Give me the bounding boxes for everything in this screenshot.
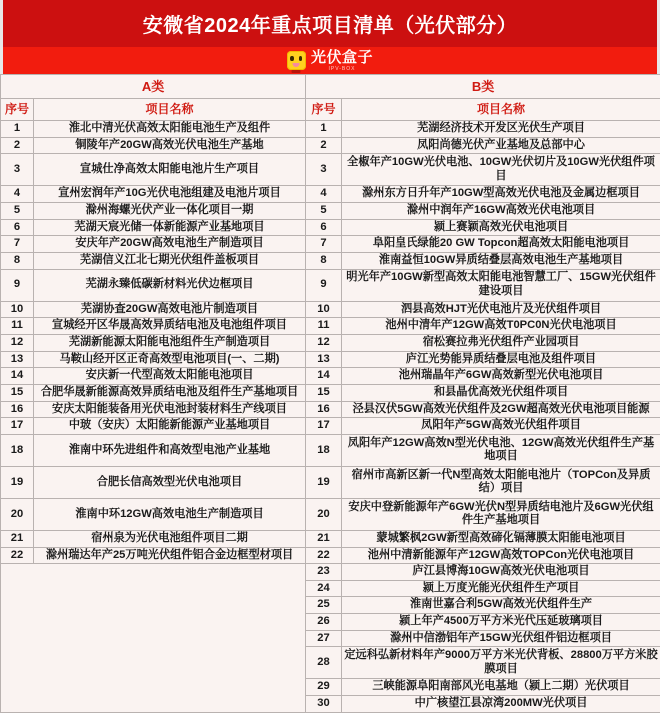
table-row bbox=[1, 252, 660, 269]
table-row bbox=[1, 236, 660, 253]
row-name-a: 滁州海螺光伏产业一体化项目一期 bbox=[34, 202, 306, 219]
row-no-b: 13 bbox=[306, 351, 342, 368]
row-name-b: 凤阳尚德光伏产业基地及总部中心 bbox=[342, 137, 660, 154]
row-no-a: 7 bbox=[1, 236, 34, 253]
table-row bbox=[1, 186, 660, 203]
row-no-a: 12 bbox=[1, 334, 34, 351]
row-no-b: 7 bbox=[306, 236, 342, 253]
row-no-a: 13 bbox=[1, 351, 34, 368]
table-row bbox=[1, 434, 660, 466]
row-no-b: 10 bbox=[306, 301, 342, 318]
row-name-b: 和县晶优高效光伏组件项目 bbox=[342, 384, 660, 401]
row-name-b: 泾县汉伏5GW高效光伏组件及2GW超高效光伏电池项目能源 bbox=[342, 401, 660, 418]
row-name-a: 芜湖天宸光储一体新能源产业基地项目 bbox=[34, 219, 306, 236]
row-no-b: 19 bbox=[306, 466, 342, 498]
row-no-b: 26 bbox=[306, 614, 342, 631]
row-name-b: 滁州中信渤铝年产15GW光伏组件铝边框项目 bbox=[342, 630, 660, 647]
table-row bbox=[1, 564, 660, 581]
row-name-a: 宿州泉为光伏电池组件项目二期 bbox=[34, 530, 306, 547]
page-title: 安微省2024年重点项目清单（光伏部分） bbox=[143, 9, 518, 38]
row-name-a: 铜陵年产20GW高效光伏电池生产基地 bbox=[34, 137, 306, 154]
mascot-base-icon bbox=[292, 70, 301, 73]
row-no-b: 1 bbox=[306, 121, 342, 138]
row-no-b: 20 bbox=[306, 498, 342, 530]
row-no-a: 4 bbox=[1, 186, 34, 203]
col-header-name-a: 项目名称 bbox=[34, 99, 306, 121]
row-name-b: 阜阳皇氏绿能20 GW Topcon超高效太阳能电池项目 bbox=[342, 236, 660, 253]
brand-name: 光伏盒子 bbox=[311, 50, 373, 65]
column-header-row bbox=[1, 99, 660, 121]
row-no-a: 20 bbox=[1, 498, 34, 530]
row-no-b: 29 bbox=[306, 679, 342, 696]
row-no-a: 6 bbox=[1, 219, 34, 236]
row-name-a: 宣城仕净高效太阳能电池片生产项目 bbox=[34, 154, 306, 186]
row-no-b: 24 bbox=[306, 580, 342, 597]
col-header-no-a: 序号 bbox=[1, 99, 34, 121]
col-header-name-b: 项目名称 bbox=[342, 99, 660, 121]
row-name-a: 淮南中环先进组件和高效型电池产业基地 bbox=[34, 434, 306, 466]
table-row bbox=[1, 368, 660, 385]
row-name-b: 宿州市高新区新一代N型高效太阳能电池片（TOPCon及异质结）项目 bbox=[342, 466, 660, 498]
row-no-a: 18 bbox=[1, 434, 34, 466]
row-name-a: 宣州宏润年产10G光伏电池组建及电池片项目 bbox=[34, 186, 306, 203]
row-name-b: 蒙城繁枫2GW新型高效碲化镉薄膜太阳能电池项目 bbox=[342, 530, 660, 547]
row-name-b: 淮南益恒10GW异质结叠层高效电池生产基地项目 bbox=[342, 252, 660, 269]
row-name-b: 庐江光势能异质结叠层电池及组件项目 bbox=[342, 351, 660, 368]
brand-wordmark bbox=[311, 50, 373, 72]
row-name-b: 颍上年产4500万平方米光代压延玻璃项目 bbox=[342, 614, 660, 631]
row-no-a: 17 bbox=[1, 418, 34, 435]
row-name-a: 合肥长信高效型光伏电池项目 bbox=[34, 466, 306, 498]
brand-band bbox=[0, 47, 660, 74]
row-name-b: 池州中清年产12GW高效T0PC0N光伏电池项目 bbox=[342, 318, 660, 335]
row-no-b: 17 bbox=[306, 418, 342, 435]
row-no-a: 8 bbox=[1, 252, 34, 269]
table-row bbox=[1, 466, 660, 498]
row-name-a: 安庆新一代型高效太阳能电池项目 bbox=[34, 368, 306, 385]
table-row bbox=[1, 334, 660, 351]
row-name-a: 芜湖信义江北七期光伏组件盖板项目 bbox=[34, 252, 306, 269]
table-row bbox=[1, 301, 660, 318]
table-body bbox=[1, 121, 660, 713]
row-no-a: 15 bbox=[1, 384, 34, 401]
group-header-row bbox=[1, 75, 660, 99]
row-name-b: 滁州中润年产16GW高效光伏电池项目 bbox=[342, 202, 660, 219]
row-no-b: 21 bbox=[306, 530, 342, 547]
row-name-b: 池州瑞晶年产6GW高效新型光伏电池项目 bbox=[342, 368, 660, 385]
table-head bbox=[1, 75, 660, 121]
row-no-a: 2 bbox=[1, 137, 34, 154]
row-name-a: 合肥华晟新能源高效异质结电池及组件生产基地项目 bbox=[34, 384, 306, 401]
group-a-header: A类 bbox=[1, 75, 306, 99]
row-name-b: 明光年产10GW新型高效太阳能电池智慧工厂、15GW光伏组件建设项目 bbox=[342, 269, 660, 301]
row-no-b: 15 bbox=[306, 384, 342, 401]
row-name-a: 马鞍山经开区正奇高效型电池项目(一、二期) bbox=[34, 351, 306, 368]
row-no-a: 19 bbox=[1, 466, 34, 498]
table-row bbox=[1, 530, 660, 547]
col-header-no-b: 序号 bbox=[306, 99, 342, 121]
row-no-b: 27 bbox=[306, 630, 342, 647]
table-row bbox=[1, 401, 660, 418]
mascot-left-eye-icon bbox=[290, 56, 294, 61]
table-row bbox=[1, 137, 660, 154]
project-table bbox=[0, 74, 660, 713]
row-name-a: 淮南中环12GW高效电池生产制造项目 bbox=[34, 498, 306, 530]
row-no-a: 11 bbox=[1, 318, 34, 335]
row-name-b: 三峡能源阜阳南部风光电基地（颍上二期）光伏项目 bbox=[342, 679, 660, 696]
row-no-a: 9 bbox=[1, 269, 34, 301]
yellow-box-mascot-icon bbox=[287, 51, 306, 70]
row-name-a: 芜湖协查20GW高效电池片制造项目 bbox=[34, 301, 306, 318]
row-no-a: 5 bbox=[1, 202, 34, 219]
row-name-b: 滁州东方日升年产10GW型高效光伏电池及金属边框项目 bbox=[342, 186, 660, 203]
row-no-b: 23 bbox=[306, 564, 342, 581]
row-name-a: 安庆太阳能装备用光伏电池封装材料生产线项目 bbox=[34, 401, 306, 418]
row-no-b: 2 bbox=[306, 137, 342, 154]
row-no-a: 21 bbox=[1, 530, 34, 547]
brand-subtitle: IPV-BOX bbox=[328, 67, 355, 72]
table-row bbox=[1, 498, 660, 530]
table-row bbox=[1, 547, 660, 564]
row-name-b: 宿松赛拉弗光伏组件产业园项目 bbox=[342, 334, 660, 351]
row-no-a: 10 bbox=[1, 301, 34, 318]
row-no-a: 14 bbox=[1, 368, 34, 385]
table-row bbox=[1, 384, 660, 401]
table-row bbox=[1, 318, 660, 335]
row-no-b: 25 bbox=[306, 597, 342, 614]
mascot-mouth-icon bbox=[293, 63, 300, 67]
row-no-b: 12 bbox=[306, 334, 342, 351]
table-row bbox=[1, 219, 660, 236]
row-no-a: 3 bbox=[1, 154, 34, 186]
row-name-a: 淮北中清光伏高效太阳能电池生产及组件 bbox=[34, 121, 306, 138]
row-name-b: 池州中清新能源年产12GW高效TOPCon光伏电池项目 bbox=[342, 547, 660, 564]
row-name-b: 全椒年产10GW光伏电池、10GW光伏切片及10GW光伏组件项目 bbox=[342, 154, 660, 186]
row-name-b: 中广核望江县凉湾200MW光伏项目 bbox=[342, 696, 660, 713]
row-no-b: 9 bbox=[306, 269, 342, 301]
poster-title-band bbox=[0, 0, 660, 47]
row-no-b: 4 bbox=[306, 186, 342, 203]
row-name-b: 安庆中登新能源年产6GW光伏N型异质结电池片及6GW光伏组件生产基地项目 bbox=[342, 498, 660, 530]
row-no-b: 14 bbox=[306, 368, 342, 385]
table-row bbox=[1, 418, 660, 435]
group-a-empty-area bbox=[1, 564, 306, 713]
row-no-b: 6 bbox=[306, 219, 342, 236]
row-no-b: 22 bbox=[306, 547, 342, 564]
row-name-a: 芜湖永臻低碳新材料光伏边框项目 bbox=[34, 269, 306, 301]
row-name-a: 芜湖新能源太阳能电池组件生产制造项目 bbox=[34, 334, 306, 351]
row-name-a: 宣城经开区华晟高效异质结电池及电池组件项目 bbox=[34, 318, 306, 335]
row-no-b: 8 bbox=[306, 252, 342, 269]
row-name-b: 颍上万度光能光伏组件生产项目 bbox=[342, 580, 660, 597]
row-no-b: 11 bbox=[306, 318, 342, 335]
row-name-b: 凤阳年产12GW高效N型光伏电池、12GW高效光伏组件生产基地项目 bbox=[342, 434, 660, 466]
table-row bbox=[1, 202, 660, 219]
row-no-a: 1 bbox=[1, 121, 34, 138]
table-row bbox=[1, 351, 660, 368]
row-no-b: 5 bbox=[306, 202, 342, 219]
row-name-b: 定远科弘新材料年产9000万平方米光伏背板、28800万平方米胶膜项目 bbox=[342, 647, 660, 679]
table-row bbox=[1, 121, 660, 138]
table-row bbox=[1, 269, 660, 301]
row-name-b: 芜湖经济技术开发区光伏生产项目 bbox=[342, 121, 660, 138]
row-name-a: 滁州瑞达年产25万吨光伏组件铝合金边框型材项目 bbox=[34, 547, 306, 564]
row-name-b: 泗县高效HJT光伏电池片及光伏组件项目 bbox=[342, 301, 660, 318]
row-no-b: 30 bbox=[306, 696, 342, 713]
row-name-b: 淮南世嘉合利5GW高效光伏组件生产 bbox=[342, 597, 660, 614]
row-name-b: 庐江县博海10GW高效光伏电池项目 bbox=[342, 564, 660, 581]
row-name-a: 安庆年产20GW高效电池生产制造项目 bbox=[34, 236, 306, 253]
row-no-a: 22 bbox=[1, 547, 34, 564]
row-no-b: 3 bbox=[306, 154, 342, 186]
row-no-a: 16 bbox=[1, 401, 34, 418]
row-no-b: 18 bbox=[306, 434, 342, 466]
table-row bbox=[1, 154, 660, 186]
row-name-b: 颍上赛颖高效光伏电池项目 bbox=[342, 219, 660, 236]
group-b-header: B类 bbox=[306, 75, 660, 99]
row-no-b: 16 bbox=[306, 401, 342, 418]
row-name-b: 凤阳年产5GW高效光伏组件项目 bbox=[342, 418, 660, 435]
mascot-right-eye-icon bbox=[299, 56, 303, 61]
row-name-a: 中玻（安庆）太阳能新能源产业基地项目 bbox=[34, 418, 306, 435]
row-no-b: 28 bbox=[306, 647, 342, 679]
